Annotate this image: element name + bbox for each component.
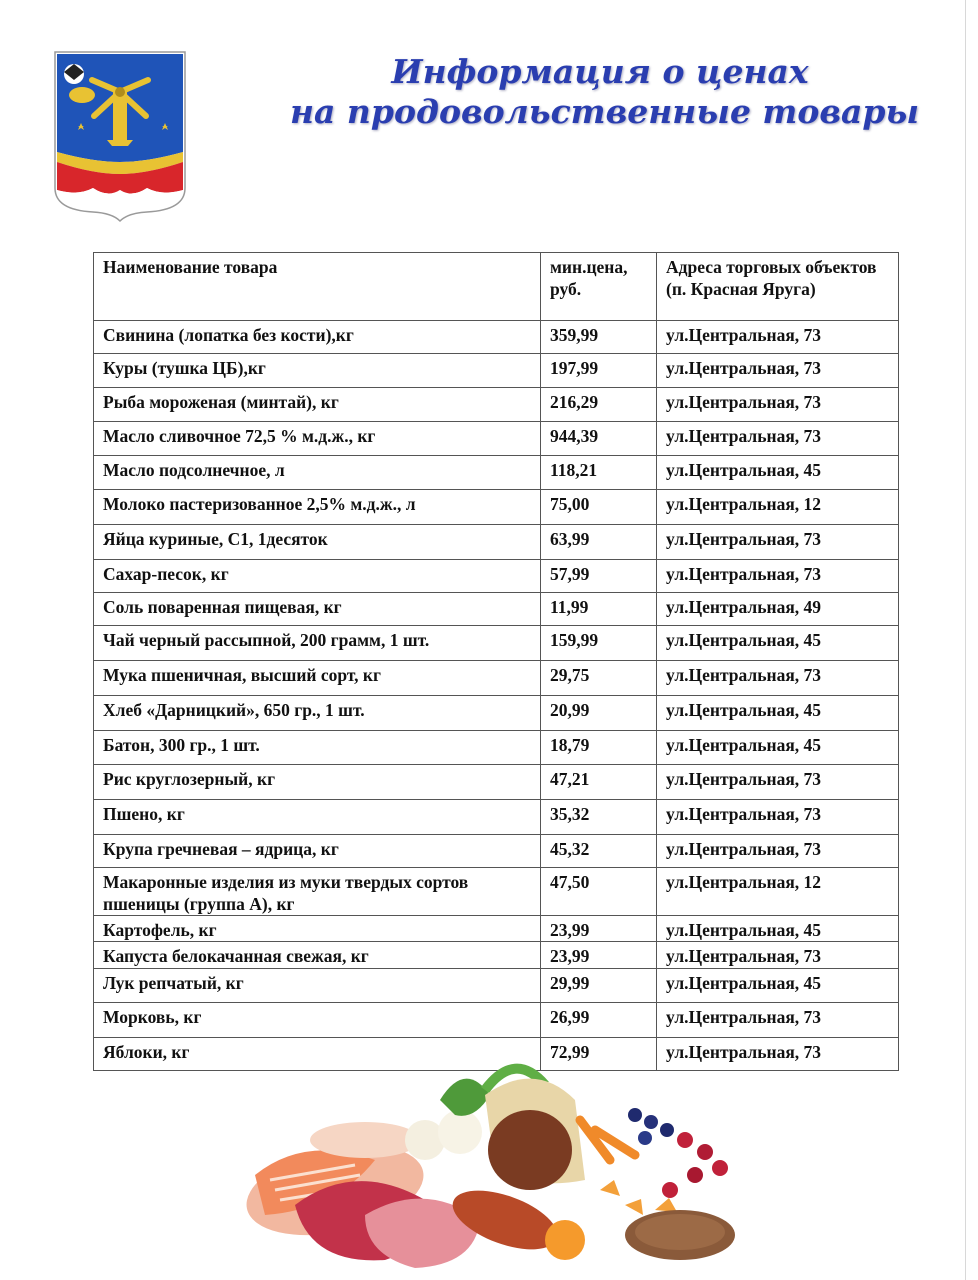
min-price-cell: 118,21 <box>541 456 657 490</box>
store-address-cell: ул.Центральная, 73 <box>657 388 899 422</box>
table-row <box>94 490 899 525</box>
product-name-cell: Макаронные изделия из муки твердых сортов пшеницы (группа А), кг <box>94 868 541 916</box>
product-name-cell: Картофель, кг <box>94 916 541 942</box>
header-address-label: Адреса торговых объектов <box>666 257 877 277</box>
table-row <box>94 765 899 800</box>
min-price-cell: 23,99 <box>541 916 657 942</box>
min-price-cell: 45,32 <box>541 835 657 868</box>
page-title <box>290 52 920 132</box>
min-price-cell: 47,50 <box>541 868 657 916</box>
store-address-cell: ул.Центральная, 73 <box>657 560 899 593</box>
table-row <box>94 800 899 835</box>
coat-of-arms-emblem <box>52 50 188 222</box>
title-line-2: на продовольственные товары <box>290 92 920 131</box>
product-name-cell: Масло подсолнечное, л <box>94 456 541 490</box>
min-price-cell: 75,00 <box>541 490 657 525</box>
product-name-cell: Яблоки, кг <box>94 1038 541 1071</box>
store-address-cell: ул.Центральная, 73 <box>657 765 899 800</box>
product-name-cell: Лук репчатый, кг <box>94 969 541 1003</box>
store-address-cell: ул.Центральная, 73 <box>657 1003 899 1038</box>
product-name-cell: Куры (тушка ЦБ),кг <box>94 354 541 388</box>
min-price-cell: 20,99 <box>541 696 657 731</box>
table-row <box>94 916 899 942</box>
store-address-cell: ул.Центральная, 45 <box>657 969 899 1003</box>
product-name-cell: Мука пшеничная, высший сорт, кг <box>94 661 541 696</box>
table-row <box>94 456 899 490</box>
product-name-cell: Капуста белокачанная свежая, кг <box>94 942 541 969</box>
store-address-cell: ул.Центральная, 73 <box>657 1038 899 1071</box>
table-row <box>94 525 899 560</box>
store-address-cell: ул.Центральная, 73 <box>657 942 899 969</box>
product-name-cell: Крупа гречневая – ядрица, кг <box>94 835 541 868</box>
table-row <box>94 560 899 593</box>
min-price-cell: 159,99 <box>541 626 657 661</box>
table-row <box>94 969 899 1003</box>
min-price-cell: 944,39 <box>541 422 657 456</box>
store-address-cell: ул.Центральная, 73 <box>657 321 899 354</box>
store-address-cell: ул.Центральная, 12 <box>657 868 899 916</box>
product-name-cell: Масло сливочное 72,5 % м.д.ж., кг <box>94 422 541 456</box>
min-price-cell: 18,79 <box>541 731 657 765</box>
min-price-cell: 11,99 <box>541 593 657 626</box>
table-row <box>94 731 899 765</box>
min-price-cell: 359,99 <box>541 321 657 354</box>
food-products-illustration <box>215 1040 775 1280</box>
min-price-cell: 29,99 <box>541 969 657 1003</box>
min-price-cell: 47,21 <box>541 765 657 800</box>
store-address-cell: ул.Центральная, 45 <box>657 626 899 661</box>
price-table <box>93 252 899 1071</box>
table-row <box>94 942 899 969</box>
product-name-cell: Хлеб «Дарницкий», 650 гр., 1 шт. <box>94 696 541 731</box>
header-store-address <box>657 253 899 321</box>
table-row <box>94 868 899 916</box>
store-address-cell: ул.Центральная, 73 <box>657 800 899 835</box>
table-row <box>94 1003 899 1038</box>
table-row <box>94 354 899 388</box>
title-line-1: Информация о ценах <box>391 52 809 91</box>
store-address-cell: ул.Центральная, 73 <box>657 422 899 456</box>
table-row <box>94 835 899 868</box>
table-row <box>94 661 899 696</box>
product-name-cell: Рис круглозерный, кг <box>94 765 541 800</box>
store-address-cell: ул.Центральная, 73 <box>657 835 899 868</box>
store-address-cell: ул.Центральная, 73 <box>657 661 899 696</box>
min-price-cell: 23,99 <box>541 942 657 969</box>
store-address-cell: ул.Центральная, 73 <box>657 525 899 560</box>
header-min-price: мин.цена, руб. <box>541 253 657 321</box>
product-name-cell: Соль поваренная пищевая, кг <box>94 593 541 626</box>
store-address-cell: ул.Центральная, 12 <box>657 490 899 525</box>
table-row <box>94 422 899 456</box>
min-price-cell: 216,29 <box>541 388 657 422</box>
table-row <box>94 388 899 422</box>
product-name-cell: Сахар-песок, кг <box>94 560 541 593</box>
store-address-cell: ул.Центральная, 45 <box>657 731 899 765</box>
min-price-cell: 29,75 <box>541 661 657 696</box>
store-address-cell: ул.Центральная, 45 <box>657 456 899 490</box>
min-price-cell: 35,32 <box>541 800 657 835</box>
table-row <box>94 321 899 354</box>
min-price-cell: 57,99 <box>541 560 657 593</box>
product-name-cell: Чай черный рассыпной, 200 грамм, 1 шт. <box>94 626 541 661</box>
product-name-cell: Морковь, кг <box>94 1003 541 1038</box>
product-name-cell: Яйца куриные, С1, 1десяток <box>94 525 541 560</box>
table-row <box>94 593 899 626</box>
min-price-cell: 197,99 <box>541 354 657 388</box>
min-price-cell: 26,99 <box>541 1003 657 1038</box>
header-product-name: Наименование товара <box>94 253 541 321</box>
product-name-cell: Батон, 300 гр., 1 шт. <box>94 731 541 765</box>
header-address-location: (п. Красная Яруга) <box>666 279 816 299</box>
min-price-cell: 72,99 <box>541 1038 657 1071</box>
store-address-cell: ул.Центральная, 45 <box>657 916 899 942</box>
product-name-cell: Свинина (лопатка без кости),кг <box>94 321 541 354</box>
table-header-row <box>94 253 899 321</box>
product-name-cell: Пшено, кг <box>94 800 541 835</box>
table-row <box>94 696 899 731</box>
store-address-cell: ул.Центральная, 73 <box>657 354 899 388</box>
store-address-cell: ул.Центральная, 45 <box>657 696 899 731</box>
product-name-cell: Молоко пастеризованное 2,5% м.д.ж., л <box>94 490 541 525</box>
page-edge-line <box>965 0 966 1280</box>
table-row <box>94 626 899 661</box>
store-address-cell: ул.Центральная, 49 <box>657 593 899 626</box>
min-price-cell: 63,99 <box>541 525 657 560</box>
product-name-cell: Рыба мороженая (минтай), кг <box>94 388 541 422</box>
